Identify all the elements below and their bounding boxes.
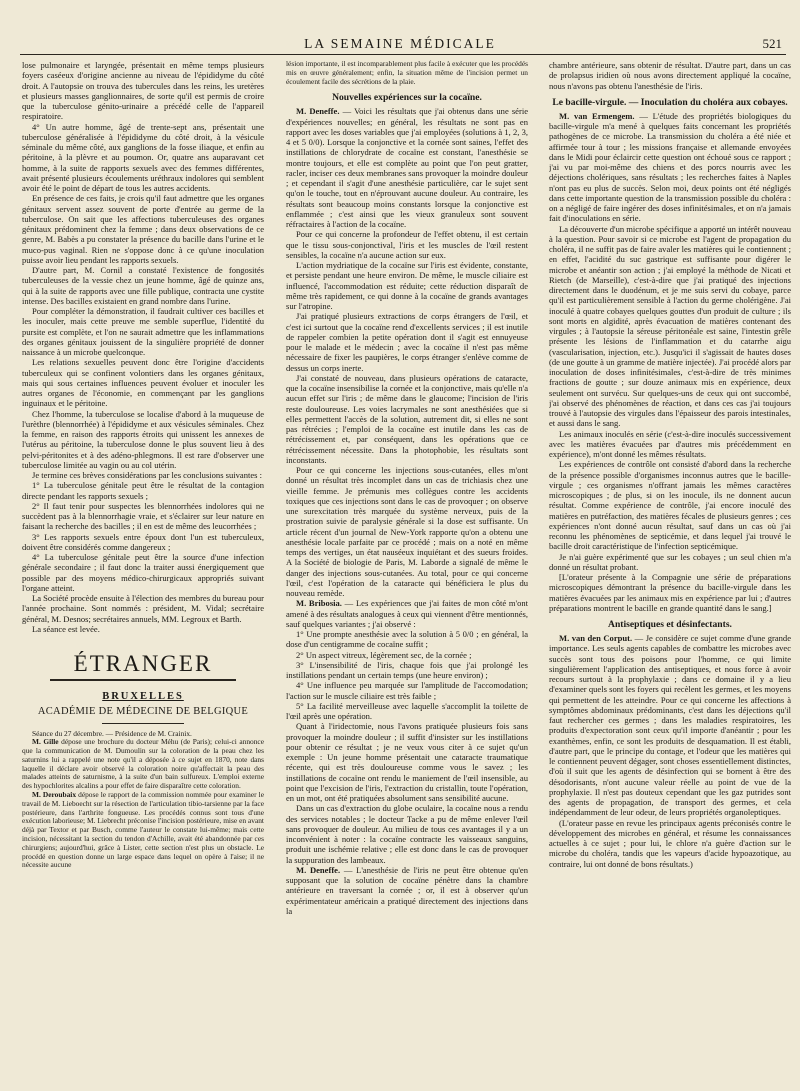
speaker-text: — Voici les résultats que j'ai obtenus dans une série d'expériences nouvelles; en général, les résultats ne sont pas en rapport avec les doses variables que j'ai employées (solutions à 1, 2, 3, 4 et 5 0/0). Lorsque la conjonctive et la cornée sont saines, l'effet des instillations de chlorydrate de cocaïne est constant, l'anesthésie se montre toujours, et elle est complète au point que l'on peut gratter, racler, inciser ces deux membranes sans provoquer la moindre douleur ; et cependant il s'agit d'une anesthésie particulière, car le sujet sent qu'on le touche, tout en n'éprouvant aucune douleur. Au contraire, les résultats sont beaucoup moins constants lorsque la conjonctive est enflammée ; c'est ainsi que les vieux granuleux sont souvent réfractaires à l'action de la cocaïne.	[286, 106, 528, 230]
paragraph	[22, 738, 264, 791]
speaker-text: — L'anesthésie de l'iris ne peut être obtenue qu'en supposant que la solution de cocaïne pénètre dans la chambre antérieure en traversant la cornée ; or, il est à observer qu'un expérimentateur américain a pratiqué directement des injections dans la	[286, 864, 528, 916]
list-item: 5° La facilité merveilleuse avec laquelle s'accomplit la toilette de l'œil après une opération.	[286, 700, 528, 722]
paragraph: Dans un cas d'extraction du globe oculaire, la cocaïne nous a rendu des services notables ; le docteur Tacke a pu de même enlever l'œil sans provoquer de douleur. Au milieu de tous ces avantages il y a un inconvénient à noter : la cocaïne contracte les vaisseaux sanguins, produit une ischémie relative ; elle est donc dans le cas de provoquer la suppuration des lambeaux.	[286, 803, 528, 865]
paragraph: chambre antérieure, sans obtenir de résultat. D'autre part, dans un cas de prolapsus iridien où nous avons directement appliqué la cocaïne, nous n'avons pas obtenu l'anesthésie de l'iris.	[549, 60, 791, 91]
list-item: 3° L'insensibilité de l'iris, chaque fois que j'ai prolongé les instillations pendant un certain temps (une heure environ) ;	[286, 659, 528, 681]
paragraph: Quant à l'iridectomie, nous l'avons pratiquée plusieurs fois sans provoquer la moindre douleur ; il suffit d'insister sur les instillations pour obtenir ce résultat ; je ne veux vous citer à ce sujet qu'un exemple : Un jeune homme présentait une cataracte traumatique récente, qui est très douloureuse comme vous le savez ; les instillations de cocaïne ont rendu le maniement de l'œil insensible, au point que l'excision de l'iris, l'extraction du cristallin, toute l'opération, en un mot, ont été pratiquées absolument sans sensibilité aucune.	[286, 721, 528, 804]
list-item: 1° Une prompte anesthésie avec la solution à 5 0/0 ; en général, la dose d'un centigramme de cocaïne suffit ;	[286, 629, 528, 650]
paragraph: (L'orateur passe en revue les principaux agents préconisés contre le développement des microbes en général, et résume les connaissances actuelles à ce sujet ; pour lui, le chlore n'a guère d'action sur le microbe du choléra, tandis que les vapeurs d'acide hypoazotique, au contraire, lui ont donné de bons résultats.)	[549, 817, 791, 869]
paragraph	[286, 865, 528, 916]
paragraph: J'ai pratiqué plusieurs extractions de corps étrangers de l'œil, et c'est ici surtout que la cocaïne rend d'excellents services ; il est inutile de rappeler combien la petite opération dont il s'agit est ennuyeuse pour le malade et le médecin ; avec la cocaïne il n'est pas même nécessaire de fixer les paupières, le corps étranger s'enlève comme de dessus un corps inerte.	[286, 311, 528, 373]
speaker-name: M. Deneffe.	[296, 864, 341, 875]
page-number: 521	[762, 36, 782, 51]
paragraph: L'action mydriatique de la cocaïne sur l'iris est évidente, constante, et persiste pendant une heure environ. De même, le muscle ciliaire est influencé, l'accommodation est réduite; cette réduction disparaît de même très rapidement, ce qui donne à la cocaïne de grands avantages sur l'atropine.	[286, 260, 528, 312]
paragraph: lose pulmonaire et laryngée, présentait en même temps plusieurs foyers caséeux d'origine ancienne au niveau de l'épididyme du côté droit. A l'autopsie on trouva des tubercules dans les reins, les uretères et plusieurs masses ganglionnaires, de sorte qu'il est permis de croire que la tuberculose génito-urinaire a précédé celle de l'appareil respiratoire.	[22, 60, 264, 122]
session-line: Séance du 27 décembre. — Présidence de M. Crainix.	[32, 728, 192, 738]
speaker-text: — Les expériences que j'ai faites de mon côté m'ont amené à des résultats analogues à ceux qui viennent d'être mentionnés, sauf quelques variantes ; j'ai observé :	[286, 598, 528, 629]
paragraph: En présence de ces faits, je crois qu'il faut admettre que les organes génitaux servent assez souvent de porte d'entrée au germe de la tuberculose. On sait que les affections tuberculeuses des organes génitaux prédominent chez la femme ; dans deux observations de ce genre, M. Babès a pu constater la présence du bacille dans l'urine et le muco-pus vaginal. Rien ne s'oppose donc à ce qu'une inoculation puisse avoir lieu pendant les rapports sexuels.	[22, 193, 264, 265]
paragraph: D'autre part, M. Cornil a constaté l'existence de fongosités tuberculeuses de la vessie chez un jeune homme, âgé de quinze ans, qui à la suite de rapports avec une fille publique, contracta une cystite intense. Des bacilles existaient en grand nombre dans l'urine.	[22, 265, 264, 306]
speaker-text: dépose le rapport de la commission nommée pour examiner le travail de M. Lieboecht sur la résection de l'articulation tibio-tarsienne par la face postérieure, dans l'arthrite fongueuse. Les procédés connus sont tous d'une exécution laborieuse; M. Liebrecht préconise l'incision postérieure, mise en avant déjà par Textor et par Busch, comme l'auteur le constate lui-même; mais cette incision, nécessitant la section du tendon d'Achille, avait été abandonnée par ces chirurgiens; aujourd'hui, grâce à Lister, cette section n'est plus un obstacle. Le procédé en question donne un large espace dans lequel on opère à l'aise; il ne nécessite aucune	[22, 790, 264, 870]
speaker-name: M. Deneffe.	[296, 106, 340, 117]
paragraph: J'ai constaté de nouveau, dans plusieurs opérations de cataracte, que la cocaïne insensibilise la cornée et la conjonctive, mais qu'elle n'a aucun effet sur l'iris ; de même dans le glaucome; l'incision de l'iris reste douloureuse. Les voies lacrymales ne sont anesthésiées que si elles permettent l'accès de la solution, autrement dit, si elles ne sont pas rétrécies ; l'emploi de la cocaïne est inutile dans les cas de rétrécissement et, par conséquent, dans les opérations que ce rétrécissement nécessite. Dans la photophobie, les résultats sont inconstants.	[286, 372, 528, 465]
section-heading: Nouvelles expériences sur la cocaïne.	[332, 92, 482, 104]
paragraph: Les expériences de contrôle ont consisté d'abord dans la recherche de la présence possible d'organismes inconnus autres que le bacille-virgule ; ces organismes n'offrant jamais les mêmes caractères microscopiques ; de plus, si on les inocule, ils ne donnent aucun résultat. Comme expérience de contrôle, j'ai encore inoculé des matières en putréfaction, des matières fécales de plusieurs genres ; ces expériences n'ont donné aucun résultat, sauf dans un cas où j'ai reconnu les phénomènes de septicémie, et dans lequel j'ai trouvé le bacille droit caractéristique de l'infection septicémique.	[549, 459, 791, 552]
speaker-name: M. Deroubaix	[32, 790, 77, 800]
paragraph: Pour ce qui concerne les injections sous-cutanées, elles m'ont donné un résultat très incomplet dans un cas de trichiasis chez une vieille femme. Je prémunis mes collègues contre les accidents toxiques que ces injections sont dans le cas de provoquer ; on observe une surexcitation très marquée du système nerveux, puis de la prostration suivie de paralysie générale si la dose est suffisante. Un article récent d'un journal de New-York rapporte qu'on a obtenu une anesthésie locale parfaite par ce procédé ; mais on a noté en même temps des vertiges, un état nauséeux inquiétant et des sueurs froides. A la Société de biologie de Paris, M. Laborde a signalé de même le danger des injections sous-cutanées. Au total, pour ce qui concerne l'œil, c'est l'opération de la cataracte qui bénéficiera le plus du nouveau remède.	[286, 465, 528, 599]
speaker-name: M. van Ermengem.	[559, 110, 635, 121]
conclusion-item: 3° Les rapports sexuels entre époux dont l'un est tuberculeux, doivent être considérés comme dangereux ;	[22, 531, 264, 552]
paragraph: [L'orateur présente à la Compagnie une série de préparations microscopiques démontrant la présence du bacille-virgule dans les matières évacuées par les animaux mis en expérience par lui ; d'autres préparations montrent le bacille en grande quantité dans le sang.]	[549, 572, 791, 613]
journal-title: LA SEMAINE MÉDICALE	[304, 36, 496, 51]
paragraph: Pour ce qui concerne la profondeur de l'effet obtenu, il est certain que le tissu sous-conjonctival, l'iris et les muscles de l'œil restent sensibles, la cocaïne n'a aucune action sur eux.	[286, 229, 528, 260]
speaker-text: — Je considère ce sujet comme d'une grande importance. Les seuls agents capables de combattre les microbes avec succès sont tous des poisons pour l'homme, ce qui limite singulièrement l'application des antiseptiques, et nous force à avoir recours surtout à la prophylaxie ; dans ce domaine il y a lieu d'examiner quels sont les foyers qui recèlent les germes, et les moyens qui permettent de les atteindre. Pour ce qui concerne les affections à symptômes abdominaux prédominants, c'est dans les déjections qu'il faut rechercher ces germes ; dans les maladies respiratoires, les produits d'expectoration sont ceux qu'il importe d'anéantir ; pour les exanthèmes, enfin, ce sont les produits de desquamation. Il est établi, d'autre part, que le principe du contage, et l'odeur que les matières qui le contiennent peuvent dégager, sont choses essentiellement distinctes, d'où il suit que les agents de désinfection qui se bornent à être des désodorisants, n'ont aucune valeur réelle au point de vue de la prophylaxie. Il n'est pas douteux cependant que les gaz putrides sont des agents de propagation, de transport des germes, et cela indépendamment de leur odeur, de leurs propriétés organoleptiques.	[549, 633, 791, 818]
paragraph: Pour compléter la démonstration, il faudrait cultiver ces bacilles et les inoculer, mais cette preuve me semble superflue, l'identité du pursite est complète, et l'on ne saurait admettre que les inflammations des organes génitaux jouissent de la singulière propriété de donner naissance à un microbe quelconque.	[22, 306, 264, 357]
column-right	[549, 60, 791, 1082]
page-header	[0, 0, 800, 51]
paragraph: La Société procède ensuite à l'élection des membres du bureau pour l'année prochaine. Sont nommés : président, M. Vidal; secrétaire général, M. Desnos; secrétaires annuels, MM. Legroux et Barth.	[22, 593, 264, 624]
paragraph: Les relations sexuelles peuvent donc être l'origine d'accidents tuberculeux qui se confinent volontiers dans les organes génitaux, mais qui sous certaines influences peuvent évoluer et inoculer les autres organes de l'économie, en commençant par les ganglions inguinaux et le péritoine.	[22, 357, 264, 409]
column-left	[22, 60, 264, 1082]
speaker-name: M. van den Corput.	[559, 633, 633, 643]
section-heading-foreign: ÉTRANGER	[73, 651, 213, 676]
paragraph	[286, 598, 528, 629]
academy-heading: ACADÉMIE DE MÉDECINE DE BELGIQUE	[37, 706, 249, 718]
paragraph: lésion importante, il est incomparablement plus facile à exécuter que les procédés mis en œuvre généralement; enfin, la situation même de l'incision permet un écoulement facile des sécrétions de la plaie.	[286, 60, 528, 86]
paragraph: Chez l'homme, la tuberculose se localise d'abord à la muqueuse de l'urèthre (blennorrhée) à l'épididyme et aux vésicules séminales. Chez la femme, en raison des rapports étroits qui unissent les annexes de l'utérus au péritoine, la tuberculose donne le plus souvent lieu à des pelvi-péritonites et à des adéno-phlegmons. Il est rare d'observer une tuberculose limitée au vagin ou au col utérin.	[22, 408, 264, 470]
list-item: 4° Une influence peu marquée sur l'amplitude de l'accomodation; l'action sur le muscle ciliaire est très faible ;	[286, 680, 528, 701]
conclusion-item: 2° Il faut tenir pour suspectes les blennorrhées indolores qui ne succèdent pas à la blennorrhagie vraie, et s'éclairer sur leur nature en faisant la recherche des bacilles ; il en est de même des leucorrhées ;	[22, 500, 264, 532]
column-middle	[286, 60, 528, 1082]
paragraph	[549, 633, 791, 818]
section-heading: Antiseptiques et désinfectants.	[608, 619, 732, 630]
speaker-text: — L'étude des propriétés biologiques du bacille-virgule m'a mené à quelques faits concernant les propriétés pathogènes de ce microbe. La transmission du choléra a été niée et affirmée tour à tour ; les missions française et allemande envoyées dans le Midi pour éclaircir cette question ont échoué sous ce rapport ; j'ai vu par moi-même des chiens et des porcs nourris avec les déjections cholériques, sans résultats ; les recherches faites à Naples n'ont pas eu plus de succès. Selon moi, deux points ont été négligés dans cette importante question de la transmission possible du choléra : on a négligé de faire ingérer des doses infinitésimales, et on n'a jamais fait d'inoculations en série.	[549, 110, 791, 224]
header-rule	[20, 54, 786, 55]
speaker-name: M. Gille	[32, 737, 59, 747]
paragraph: 4° Un autre homme, âgé de trente-sept ans, présentait une tuberculose généralisée à l'épididyme du côté droit, à la vésicule séminale du même côté, aux ganglions de la fosse iliaque, et enfin au péritoine, à la plèvre et au poumon. Or, quatre ans auparavant cet homme, à la suite de rapports sexuels avec des femmes différentes, avait présenté plusieurs écoulements uréthraux indolores qui semblent avoir été le point de départ de tous les autres accidents.	[22, 121, 264, 193]
paragraph	[549, 111, 791, 224]
paragraph	[22, 791, 264, 870]
city-heading: BRUXELLES	[102, 691, 184, 702]
paragraph: La découverte d'un microbe spécifique a apporté un intérêt nouveau à la question. Pour savoir si ce microbe est l'agent de propagation du choléra, il ne suffit pas de faire avaler les matières qui le contiennent ; en effet, l'acidité du suc gastrique est suffisante pour digérer le microbe et anéantir son action ; j'ai employé la méthode de Nicati et Rietch (de Marseille), c'est-à-dire que j'ai pratiqué des injections directement dans le duodénum, et je me suis servi du cobaye, parce qu'il est particulièrement sensible à l'action du germe cholérigène. J'ai inoculé à quatre cobayes quelques gouttes d'un produit de culture ; ils sont morts en algidité, après évacuation de matières contenant des virgules ; à l'autopsie la séreuse péritonéale est saine, l'intestin grêle présente les lésions de l'inflammation et du catarrhe aigu (vascularisation, injection, etc.). Jusqu'ici il s'agissait de hautes doses (de une goutte à un gramme de matière injectée). J'ai procédé alors par inoculation de doses infinitésimales, c'est-à-dire de très minimes fractions de goutte ; sur douze animaux mis en expérience, deux seulement ont survécu. Sur quelques-uns de ceux qui ont succombé, j'ai observé des phénomènes de réaction, et dans ces cas j'ai toujours trouvé à l'autopsie des virgules dans l'épaisseur des parois intestinales, et aussi dans le sang.	[549, 223, 791, 429]
speaker-name: M. Bribosia.	[296, 598, 342, 609]
section-heading: Le bacille-virgule. — Inoculation du choléra aux cobayes.	[552, 96, 788, 108]
academy-rule	[102, 723, 184, 724]
conclusion-item: 1° La tuberculose génitale peut être le résultat de la contagion directe pendant les rapports sexuels ;	[22, 480, 264, 501]
list-item: 2° Un aspect vitreux, légèrement sec, de la cornée ;	[296, 649, 472, 660]
paragraph: Je termine ces brèves considérations par les conclusions suivantes :	[32, 470, 262, 480]
section-rule	[50, 679, 236, 681]
speaker-text: dépose une brochure du docteur Méhu (de Paris); celui-ci annonce que la communication de M. Dumoulin sur la coloration de la peau chez les saturnins lui a rappelé une note qu'il a déposée à ce sujet en 1870, note dans laquelle il déclare avoir observé la coloration noire qu'affectait la peau des malades atteints de saturnisme, à la suite d'un bain sulfureux. L'emploi externe des hypochlorites alcalins a pour effet de faire disparaître cette coloration.	[22, 737, 264, 791]
paragraph: Les animaux inoculés en série (c'est-à-dire inoculés successivement avec les matières évacuées par d'autres mis précédemment en expérience), m'ont donné les mêmes résultats.	[549, 428, 791, 459]
conclusion-item: 4° La tuberculose génitale peut être la source d'une infection générale secondaire ; il faut donc la traiter aussi énergiquement que possible par des moyens médico-chirurgicaux appropriés suivant l'organe atteint.	[22, 552, 264, 593]
paragraph: Je n'ai guère expérimenté que sur les cobayes ; un seul chien m'a donné un résultat probant.	[549, 551, 791, 572]
paragraph	[286, 106, 528, 229]
paragraph: La séance est levée.	[32, 623, 100, 634]
